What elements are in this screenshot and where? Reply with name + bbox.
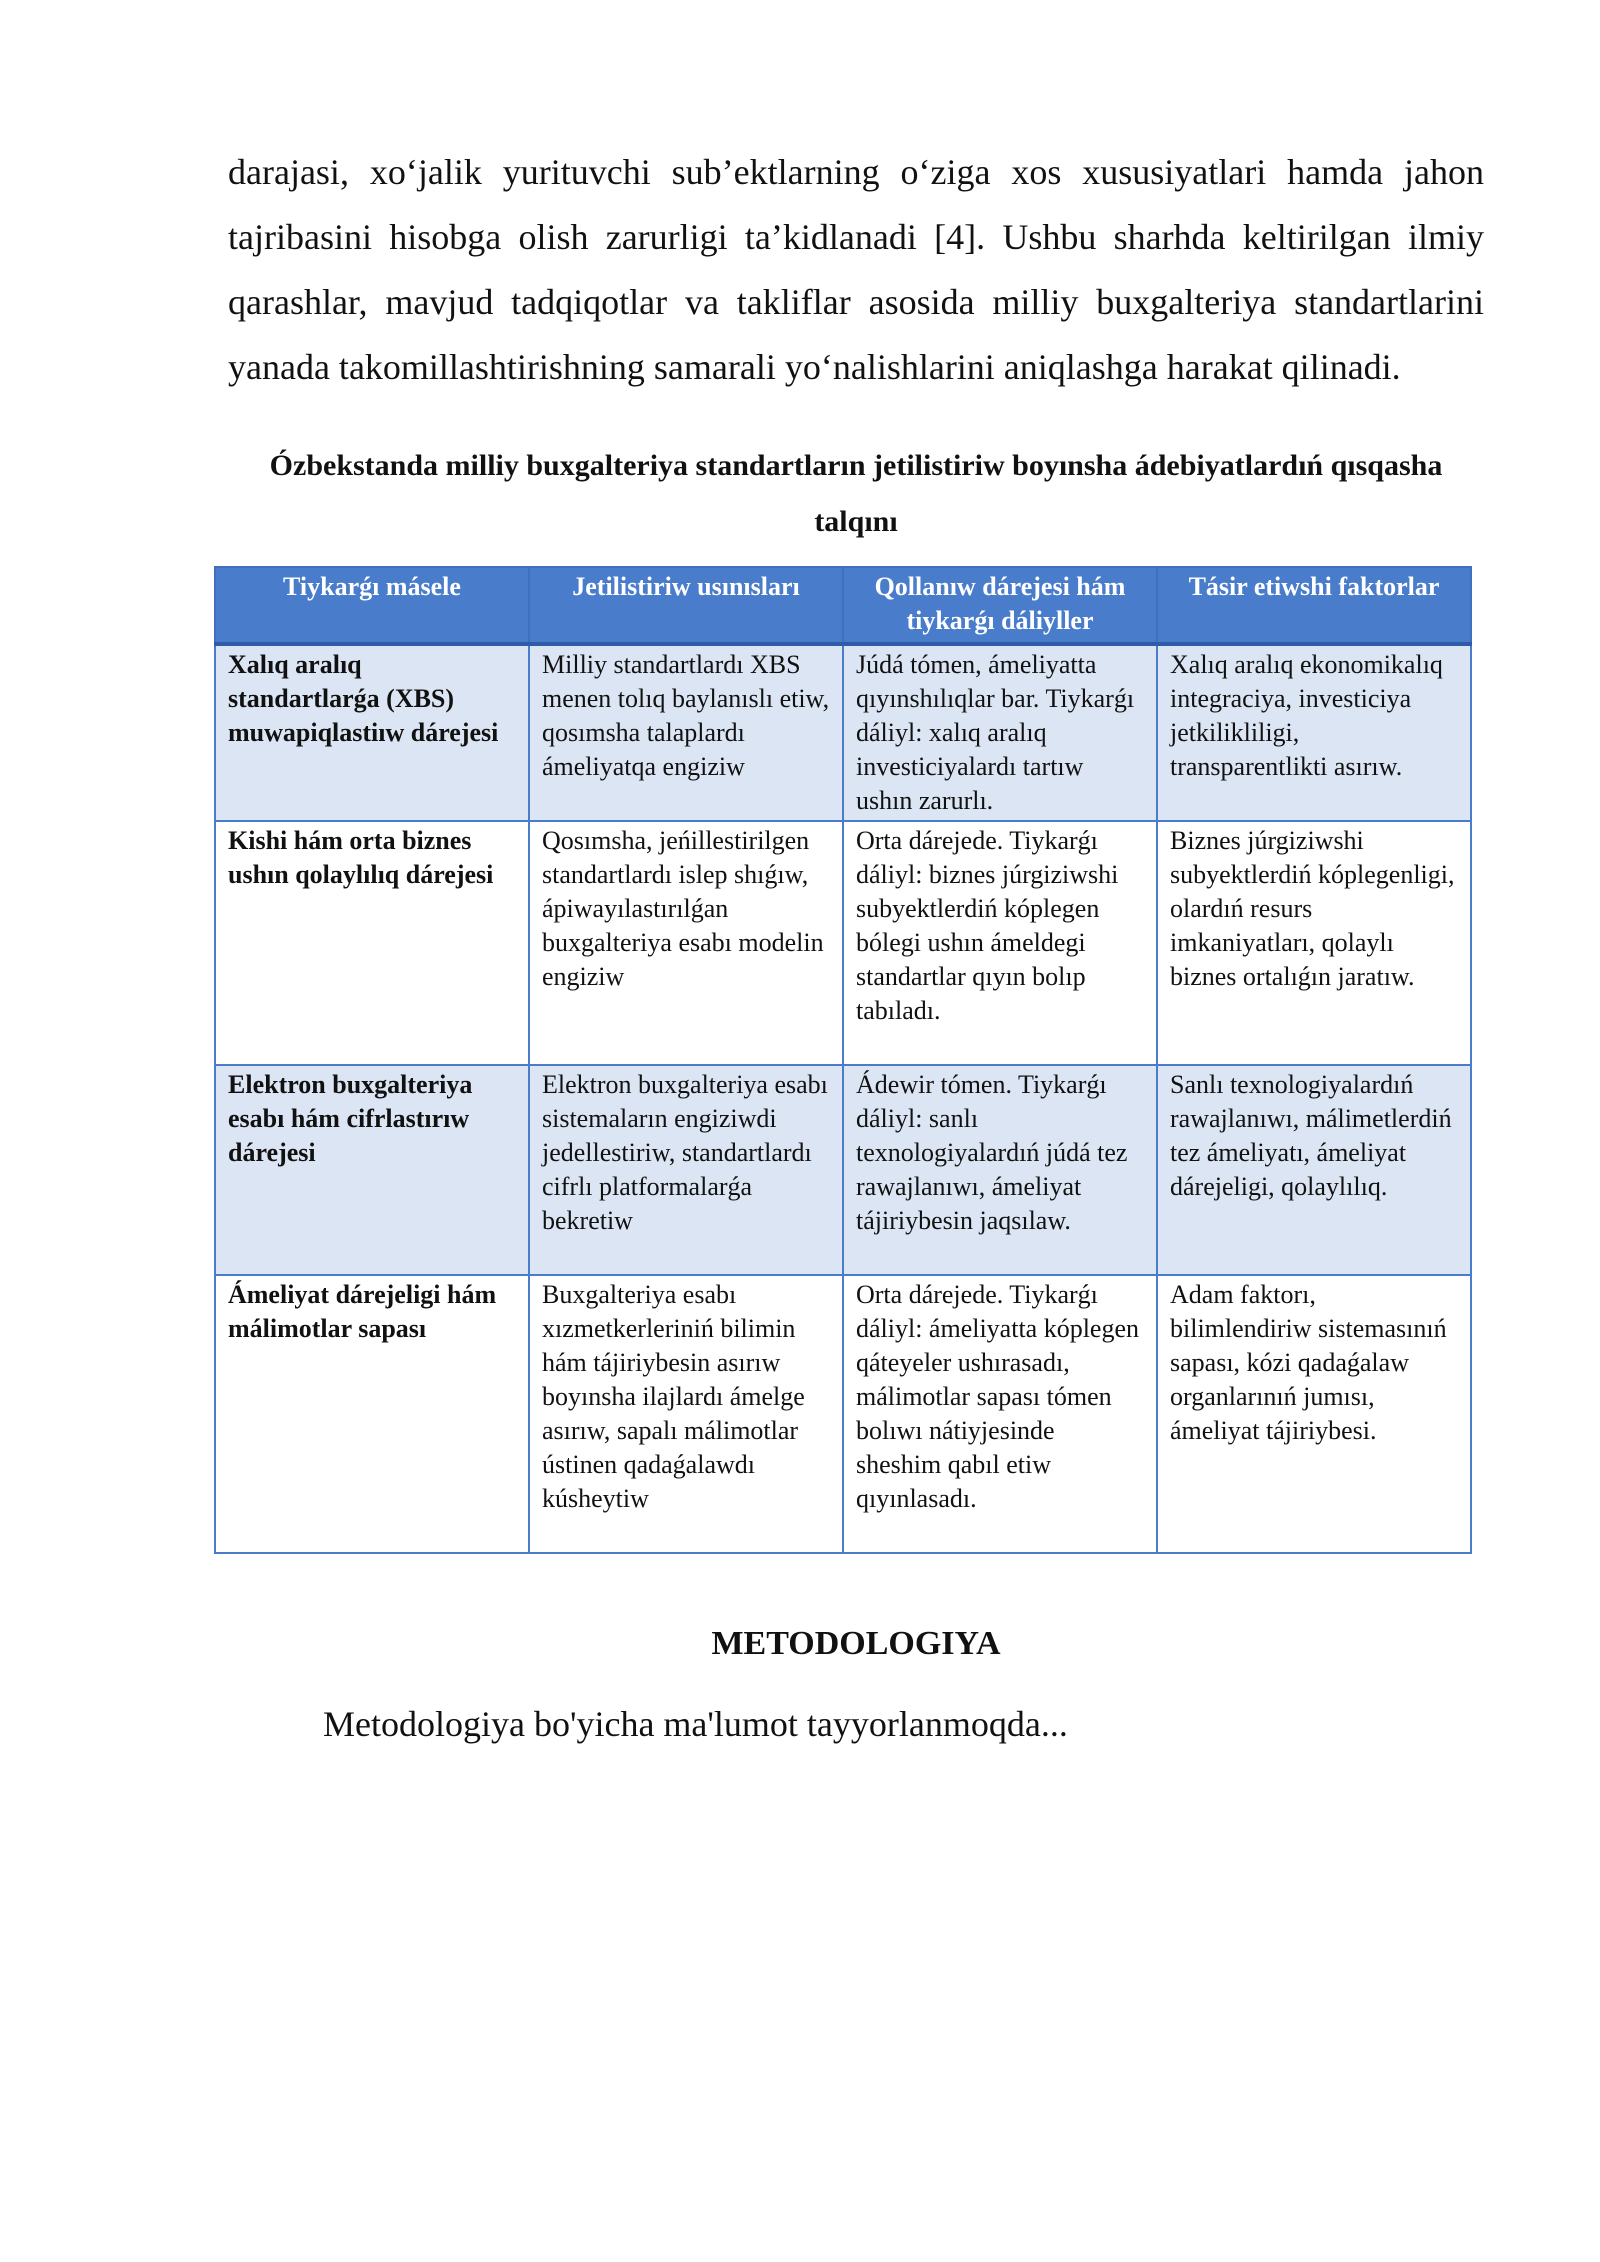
table-cell-application: Ádewir tómen. Tiykarǵı dáliyl: sanlı texnologiyalardıń júdá tez rawajlanıwı, ámeliyat tájiriybesin jaqsılaw. [843,1065,1157,1275]
header-cell-proposals: Jetilistiriw usınısları [529,567,843,644]
methodology-text: Metodologiya bo'yicha ma'lumot tayyorlanmoqda... [323,1704,1068,1744]
table-cell-application: Orta dárejede. Tiykarǵı dáliyl: biznes júrgiziwshi subyektlerdiń kóplegen bólegi ushın ámeldegi standartlar qıyın bolıp tabıladı. [843,821,1157,1065]
table-cell-factors: Biznes júrgiziwshi subyektlerdiń kóplegenligi, olardıń resurs imkaniyatları, qolaylı biznes ortalıǵın jaratıw. [1157,821,1471,1065]
intro-paragraph: darajasi, xo‘jalik yurituvchi sub’ektlarning o‘ziga xos xususiyatlari hamda jahon tajribasini hisobga olish zarurligi ta’kidlanadi [4]. Ushbu sharhda keltirilgan ilmiy qarashlar, mavjud tadqiqotlar va takliflar asosida milliy buxgalteriya standartlarini yanada takomillashtirishning samarali yo‘nalishlarini aniqlashga harakat qilinadi. [228,152,1484,387]
literature-review-table [214,566,1472,1554]
table-cell-proposal: Buxgalteriya esabı xızmetkerleriniń bilimin hám tájiriybesin asırıw boyınsha ilajlardı ámelge asırıw, sapalı málimotlar ústinen qadaǵalawdı kúsheytiw [529,1275,843,1553]
header-cell-application-level: Qollanıw dárejesi hám tiykarǵı dáliyller [843,567,1157,644]
section-heading-methodology: METODOLOGIYA [711,1625,1001,1662]
table-row [215,1275,1471,1553]
header-cell-factors: Tásir etiwshi faktorlar [1157,567,1471,644]
table-cell-factors: Adam faktorı, bilimlendiriw sistemasınıń sapası, kózi qadaǵalaw organlarınıń jumısı, ámeliyat tájiriybesi. [1157,1275,1471,1553]
table-cell-application: Júdá tómen, ámeliyatta qıyınshılıqlar bar. Tiykarǵı dáliyl: xalıq aralıq investiciyalardı tartıw ushın zarurlı. [843,644,1157,821]
table-cell-proposal: Qosımsha, jeńillestirilgen standartlardı islep shıǵıw, ápiwayılastırılǵan buxgalteriya esabı modelin engiziw [529,821,843,1065]
table-cell-issue: Kishi hám orta biznes ushın qolaylılıq dárejesi [215,821,529,1065]
table-cell-issue: Elektron buxgalteriya esabı hám cifrlastırıw dárejesi [215,1065,529,1275]
table-header-row [215,567,1471,644]
table-cell-proposal: Milliy standartlardı XBS menen tolıq baylanıslı etiw, qosımsha talaplardı ámeliyatqa engiziw [529,644,843,821]
table-cell-factors: Xalıq aralıq ekonomikalıq integraciya, investiciya jetkilikliligi, transparentlikti asırıw. [1157,644,1471,821]
table-cell-issue: Xalıq aralıq standartlarǵa (XBS) muwapiqlastiıw dárejesi [215,644,529,821]
table-row [215,644,1471,821]
table-cell-factors: Sanlı texnologiyalardıń rawajlanıwı, málimetlerdiń tez ámeliyatı, ámeliyat dárejeligi, qolaylılıq. [1157,1065,1471,1275]
table-row [215,1065,1471,1275]
header-cell-main-issue: Tiykarǵı másele [215,567,529,644]
table-cell-application: Orta dárejede. Tiykarǵı dáliyl: ámeliyatta kóplegen qáteyeler ushırasadı, málimotlar sapası tómen bolıwı nátiyjesinde sheshim qabıl etiw qıyınlasadı. [843,1275,1157,1553]
table-cell-proposal: Elektron buxgalteriya esabı sistemaların engiziwdi jedellestiriw, standartlardı cifrlı platformalarǵa bekretiw [529,1065,843,1275]
table-row [215,821,1471,1065]
table-cell-issue: Ámeliyat dárejeligi hám málimotlar sapası [215,1275,529,1553]
table-caption: Ózbekstanda milliy buxgalteriya standartların jetilistiriw boyınsha ádebiyatlardıń qısqasha talqını [269,449,1443,538]
